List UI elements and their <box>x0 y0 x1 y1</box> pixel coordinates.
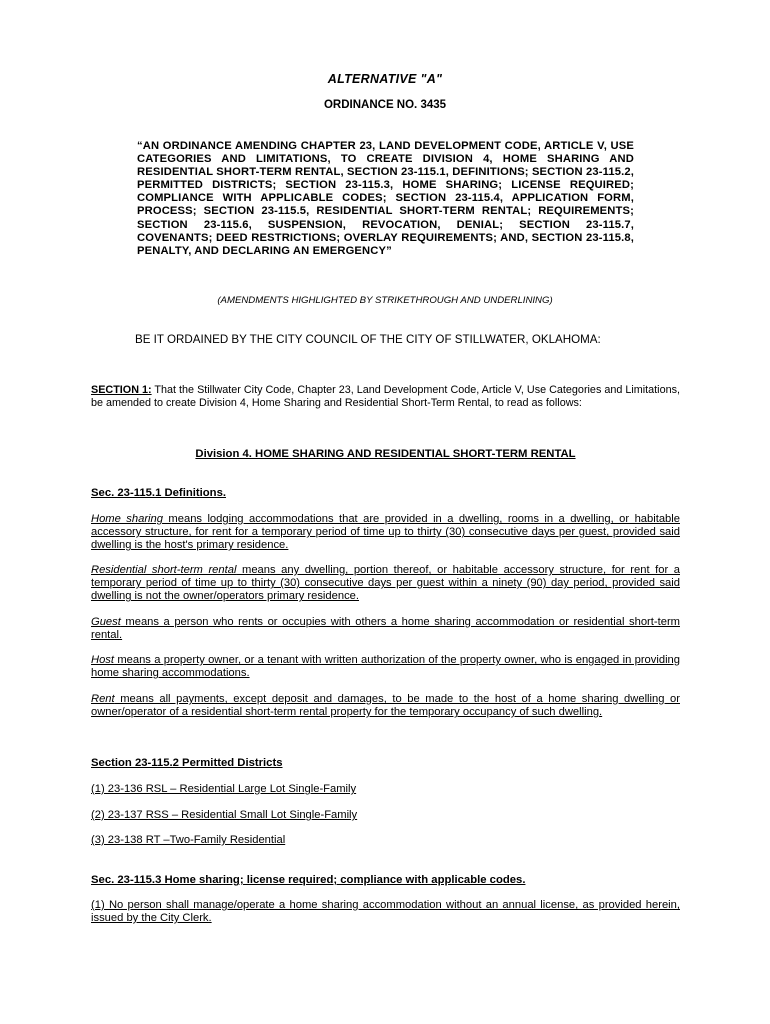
definitions-heading: Sec. 23-115.1 Definitions. <box>91 487 226 499</box>
definition-text: means a property owner, or a tenant with written authorization of the property owner, who is engaged in providing home sharing accommodations. <box>91 654 680 680</box>
section-1-paragraph <box>91 384 680 411</box>
definition-term: Rent <box>91 693 115 705</box>
amendments-note: (AMENDMENTS HIGHLIGHTED BY STRIKETHROUGH AND UNDERLINING) <box>217 295 553 306</box>
enacting-clause <box>91 333 680 347</box>
section-1-label: SECTION 1: <box>91 384 152 396</box>
definition-rent <box>91 693 680 719</box>
definition-residential-short-term-rental <box>91 564 680 603</box>
definition-text: means a person who rents or occupies with others a home sharing accommodation or residential short-term rental. <box>91 616 680 642</box>
definition-text: means any dwelling, portion thereof, or habitable accessory structure, for rent for a temporary period of time up to thirty (30) consecutive days per guest within a ninety (90) day period, provided said dwelling is not the owner/operators primary residence. <box>91 564 680 603</box>
definition-text: means lodging accommodations that are provided in a dwelling, rooms in a dwelling, or habitable accessory structure, for rent for a temporary period of time up to thirty (30) consecutive days per guest, provided said dwelling is the host's primary residence. <box>91 513 680 552</box>
definition-text: means all payments, except deposit and damages, to be made to the host of a home sharing dwelling or owner/operator of a residential short-term rental property for the temporary occupancy of such dwelling. <box>91 693 680 719</box>
ordinance-number: ORDINANCE NO. 3435 <box>323 99 447 111</box>
alternative-label: ALTERNATIVE "A" <box>327 72 443 86</box>
ordinance-title: “AN ORDINANCE AMENDING CHAPTER 23, LAND DEVELOPMENT CODE, ARTICLE V, USE CATEGORIES AND LIMITATIONS, TO CREATE DIVISION 4, HOME SHARING AND RESIDENTIAL SHORT-TERM RENTAL, SECTION 23-115.1, DEFINITIONS; SECTION 23-115.2, PERMITTED DISTRICTS; SECTION 23-115.3, HOME SHARING; LICENSE REQUIRED; COMPLIANCE WITH APPLICABLE CODES; SECTION 23-115.4, APPLICATION FORM, PROCESS; SECTION 23-115.5, RESIDENTIAL SHORT-TERM RENTAL; REQUIREMENTS; SECTION 23-115.6, SUSPENSION, REVOCATION, DENIAL; SECTION 23-115.7, COVENANTS; DEED RESTRICTIONS; OVERLAY REQUIREMENTS; AND, SECTION 23-115.8, PENALTY, AND DECLARING AN EMERGENCY” <box>137 140 634 257</box>
home-sharing-item: (1) No person shall manage/operate a home sharing accommodation without an annual license, as provided herein, issued by the City Clerk. <box>91 899 680 925</box>
district-item: (1) 23-136 RSL – Residential Large Lot Single-Family <box>91 783 357 795</box>
enacting-clause-text: BE IT ORDAINED BY THE CITY COUNCIL OF THE CITY OF STILLWATER, OKLAHOMA: <box>135 333 601 346</box>
definition-guest <box>91 616 680 642</box>
district-item: (2) 23-137 RSS – Residential Small Lot Single-Family <box>91 809 358 821</box>
division-heading: Division 4. HOME SHARING AND RESIDENTIAL SHORT-TERM RENTAL <box>195 448 576 460</box>
home-sharing-heading: Sec. 23-115.3 Home sharing; license required; compliance with applicable codes. <box>91 874 526 886</box>
definition-term: Residential short-term rental <box>91 564 237 576</box>
section-1-text: That the Stillwater City Code, Chapter 23, Land Development Code, Article V, Use Categories and Limitations, be amended to create Division 4, Home Sharing and Residential Short-Term Rental, to read as follows: <box>91 384 680 410</box>
district-item: (3) 23-138 RT –Two-Family Residential <box>91 834 286 846</box>
permitted-districts-heading: Section 23-115.2 Permitted Districts <box>91 757 283 769</box>
definition-term: Guest <box>91 616 121 628</box>
definition-host <box>91 654 680 680</box>
definition-term: Home sharing <box>91 513 163 525</box>
definition-home-sharing <box>91 513 680 552</box>
definition-term: Host <box>91 654 115 666</box>
